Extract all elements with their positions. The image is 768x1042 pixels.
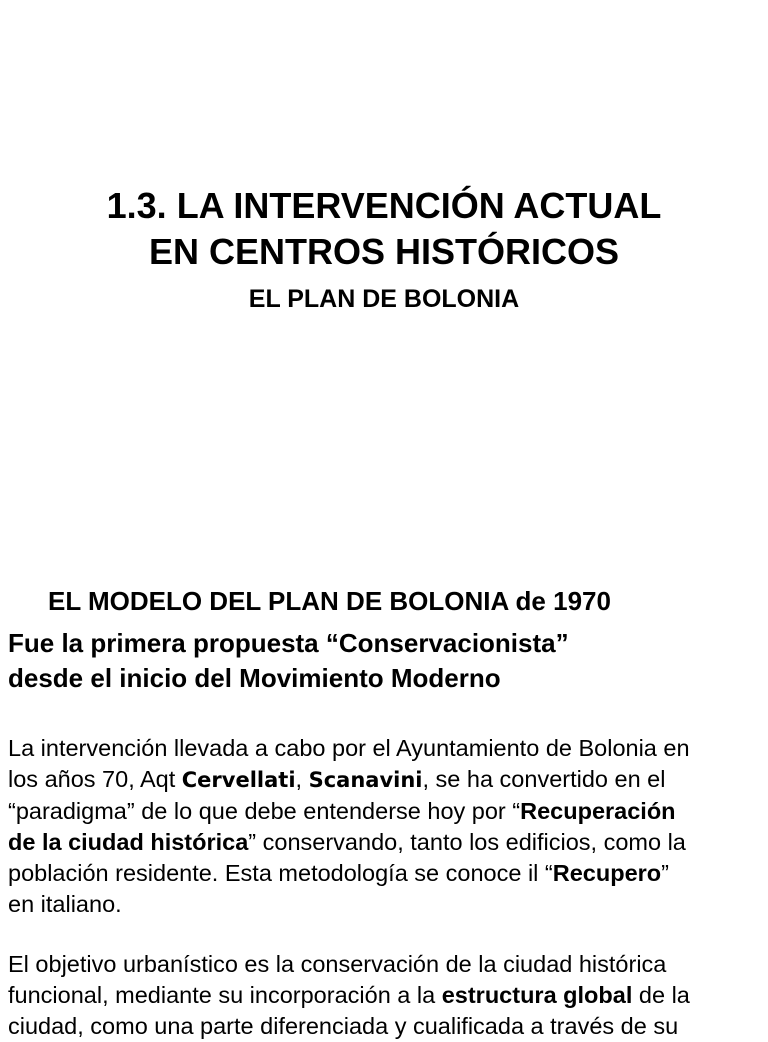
bold-term: estructura global (441, 982, 633, 1008)
intro-text (8, 626, 758, 696)
title-line-2: EN CENTROS HISTÓRICOS (148, 231, 620, 272)
section-heading: EL MODELO DEL PLAN DE BOLONIA de 1970 (48, 586, 611, 616)
intro-line-2: desde el inicio del Movimiento Moderno (8, 663, 501, 693)
title-line-1: 1.3. LA INTERVENCIÓN ACTUAL (106, 185, 662, 226)
paragraph-2-line-1: El objetivo urbanístico es la conservación de la ciudad histórica (8, 951, 667, 977)
paragraph-1 (8, 733, 760, 920)
paragraph-2 (8, 949, 760, 1042)
bold-term: de la ciudad histórica (8, 829, 249, 855)
subtitle: EL PLAN DE BOLONIA (248, 285, 520, 313)
intro-line-1: Fue la primera propuesta “Conservacionista” (8, 628, 569, 658)
paragraph-2-line-3: ciudad, como una parte diferenciada y cualificada a través de su (8, 1013, 679, 1039)
bold-term: Recuperación (520, 798, 676, 824)
text-run: los años 70, Aqt (8, 766, 182, 792)
text-run: de la (632, 982, 690, 1008)
paragraph-1-line-2 (8, 764, 760, 796)
paragraph-1-line-4 (8, 827, 760, 858)
paragraph-1-line-1: La intervención llevada a cabo por el Ayuntamiento de Bolonia en (8, 735, 690, 761)
text-run: “paradigma” de lo que debe entenderse hoy por “ (8, 798, 521, 824)
author-name-cervellati: Cervellati (181, 768, 296, 792)
text-run: , (295, 766, 309, 792)
paragraph-1-line-3 (8, 796, 760, 827)
text-run: población residente. Esta metodología se conoce il “ (8, 860, 553, 886)
text-run: ” conservando, tanto los edificios, como la (248, 829, 686, 855)
bold-term: Recupero (552, 860, 662, 886)
author-name-scanavini: Scanavini (308, 768, 423, 792)
text-run: , se ha convertido en el (422, 766, 666, 792)
text-run: funcional, mediante su incorporación a la (8, 982, 442, 1008)
paragraph-1-line-6: en italiano. (8, 891, 122, 917)
paragraph-1-line-5 (8, 858, 760, 889)
text-run: ” (661, 860, 669, 886)
paragraph-2-line-2 (8, 980, 760, 1011)
